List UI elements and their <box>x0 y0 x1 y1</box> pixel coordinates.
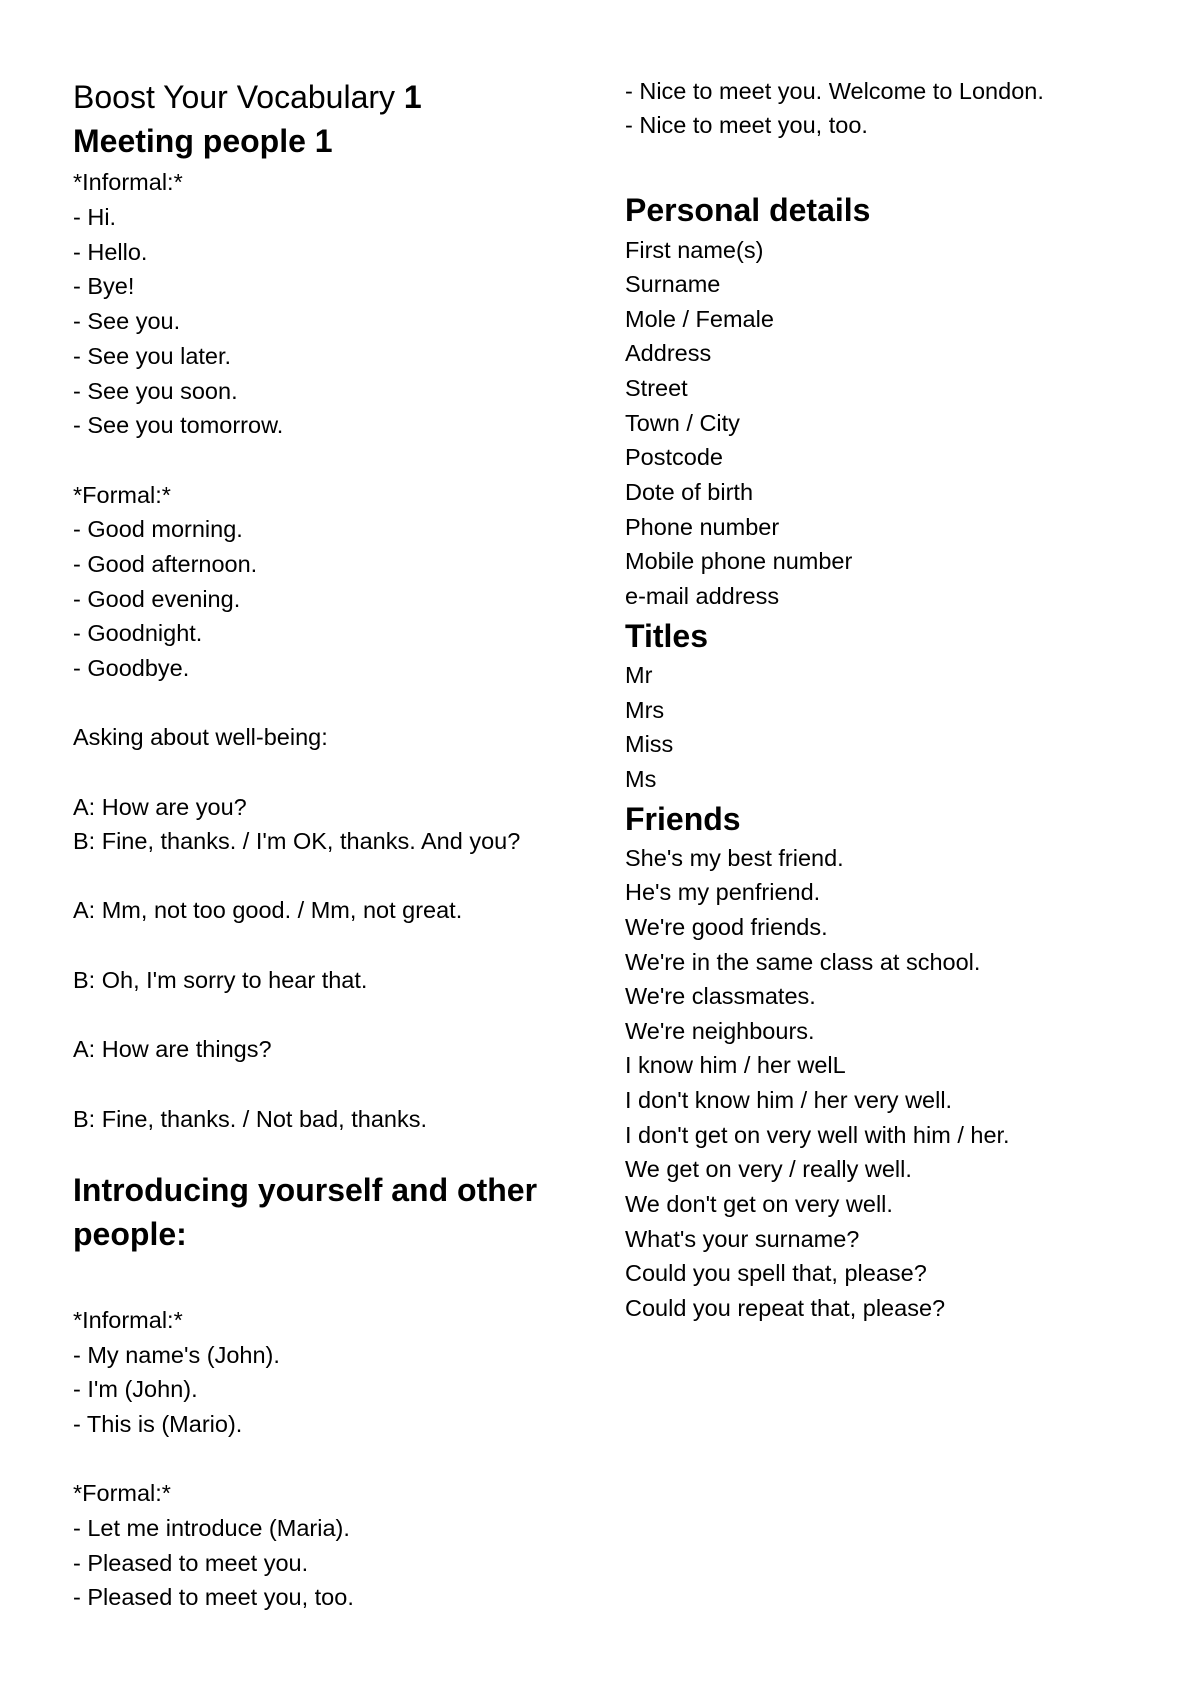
list-item: First name(s) <box>625 237 764 263</box>
list-item: - See you. <box>73 308 181 334</box>
list-item: - Good afternoon. <box>73 551 258 577</box>
list-item: - Good evening. <box>73 586 241 612</box>
list-item: Ms <box>625 766 657 792</box>
heading-meeting-people: Meeting people 1 <box>73 123 333 159</box>
list-item: I don't know him / her very well. <box>625 1087 953 1113</box>
list-item: We're classmates. <box>625 983 816 1009</box>
list-item: Town / City <box>625 410 740 436</box>
list-item: Mr <box>625 662 653 688</box>
list-item: Could you spell that, please? <box>625 1260 927 1286</box>
list-item: - See you tomorrow. <box>73 412 284 438</box>
list-item: - See you later. <box>73 343 232 369</box>
heading-introducing: Introducing yourself and other <box>73 1172 538 1208</box>
heading-titles: Titles <box>625 618 708 654</box>
list-item: I don't get on very well with him / her. <box>625 1122 1010 1148</box>
intro-formal-label: *Formal:* <box>73 1480 171 1506</box>
list-item: - Goodbye. <box>73 655 190 681</box>
list-item: - My name's (John). <box>73 1342 280 1368</box>
list-item: - Nice to meet you. Welcome to London. <box>625 78 1044 104</box>
document-title-text: Boost Your Vocabulary <box>73 79 404 115</box>
list-item: Could you repeat that, please? <box>625 1295 946 1321</box>
list-item: Mole / Female <box>625 306 774 332</box>
list-item: Postcode <box>625 444 723 470</box>
document-title <box>73 78 422 116</box>
dialogue-line: A: How are you? <box>73 794 247 820</box>
list-item: - Bye! <box>73 273 135 299</box>
list-item: We're in the same class at school. <box>625 949 981 975</box>
list-item: Miss <box>625 731 674 757</box>
list-item: What's your surname? <box>625 1226 860 1252</box>
list-item: He's my penfriend. <box>625 879 821 905</box>
list-item: Surname <box>625 271 721 297</box>
document-title-number: 1 <box>403 79 422 115</box>
list-item: We get on very / really well. <box>625 1156 912 1182</box>
intro-informal-label: *Informal:* <box>73 1307 183 1333</box>
dialogue-line: A: Mm, not too good. / Mm, not great. <box>73 897 463 923</box>
list-item: Mobile phone number <box>625 548 853 574</box>
list-item: We're neighbours. <box>625 1018 815 1044</box>
dialogue-line: B: Oh, I'm sorry to hear that. <box>73 967 368 993</box>
list-item: - Nice to meet you, too. <box>625 112 868 138</box>
heading-friends: Friends <box>625 801 741 837</box>
list-item: - See you soon. <box>73 378 238 404</box>
list-item: We don't get on very well. <box>625 1191 893 1217</box>
list-item: Phone number <box>625 514 780 540</box>
informal-label: *Informal:* <box>73 169 183 195</box>
list-item: - Pleased to meet you, too. <box>73 1584 354 1610</box>
list-item: We're good friends. <box>625 914 828 940</box>
list-item: She's my best friend. <box>625 845 844 871</box>
list-item: Mrs <box>625 697 665 723</box>
list-item: e-mail address <box>625 583 780 609</box>
list-item: - Pleased to meet you. <box>73 1550 309 1576</box>
list-item: - Good morning. <box>73 516 243 542</box>
heading-introducing-continued: people: <box>73 1216 187 1252</box>
list-item: Street <box>625 375 688 401</box>
list-item: - This is (Mario). <box>73 1411 243 1437</box>
formal-label: *Formal:* <box>73 482 171 508</box>
list-item: Dote of birth <box>625 479 754 505</box>
list-item: - Goodnight. <box>73 620 203 646</box>
list-item: Address <box>625 340 712 366</box>
list-item: - Hi. <box>73 204 117 230</box>
heading-personal-details: Personal details <box>625 192 871 228</box>
list-item: I know him / her welL <box>625 1052 846 1078</box>
list-item: - Let me introduce (Maria). <box>73 1515 350 1541</box>
list-item: - I'm (John). <box>73 1376 198 1402</box>
wellbeing-label: Asking about well-being: <box>73 724 328 750</box>
dialogue-line: B: Fine, thanks. / I'm OK, thanks. And you? <box>73 828 521 854</box>
dialogue-line: A: How are things? <box>73 1036 272 1062</box>
list-item: - Hello. <box>73 239 148 265</box>
dialogue-line: B: Fine, thanks. / Not bad, thanks. <box>73 1106 427 1132</box>
